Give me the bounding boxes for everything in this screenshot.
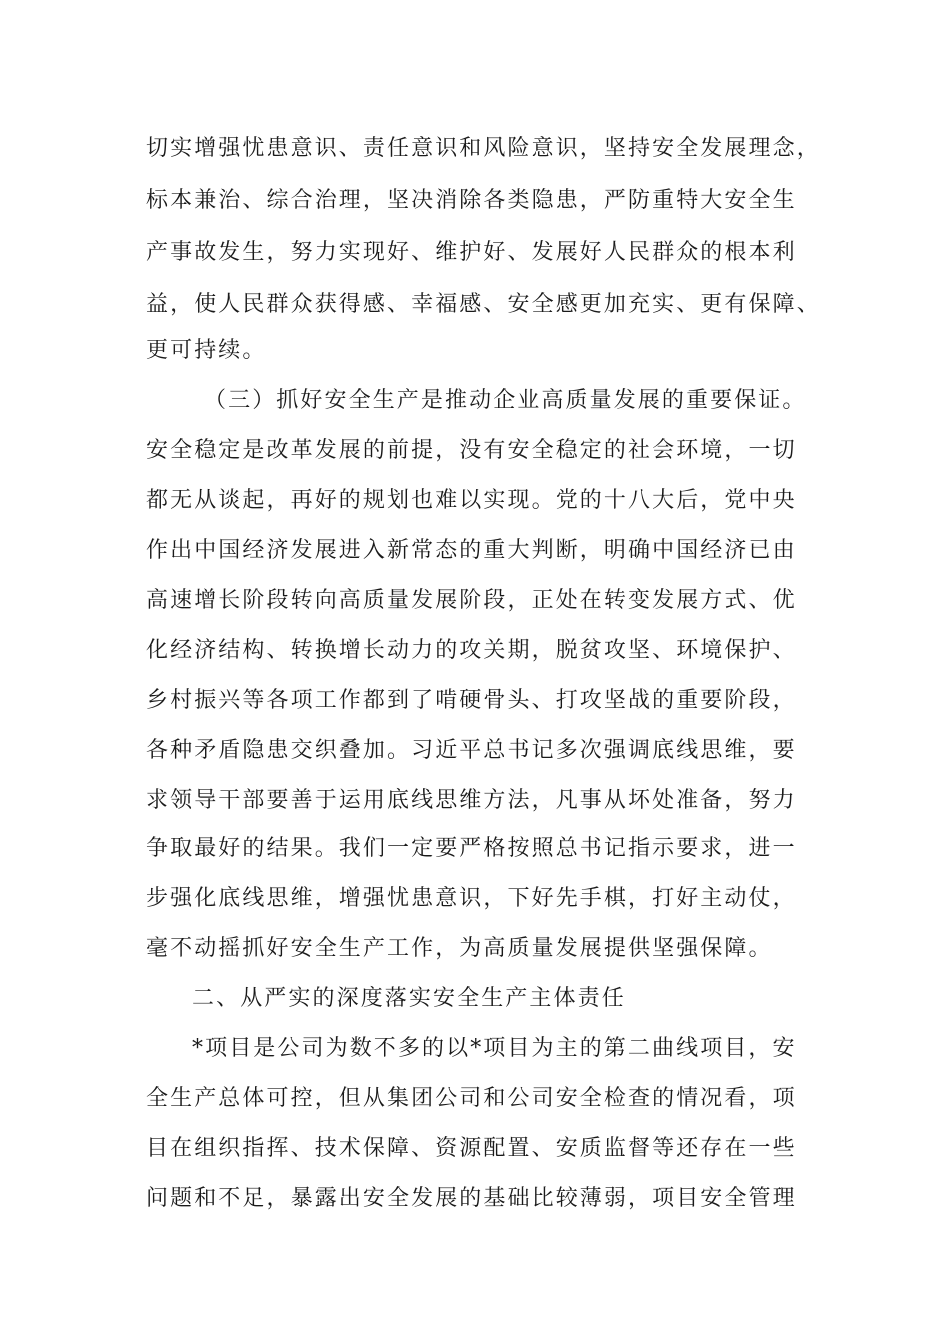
text-line: 切实增强忧患意识、责任意识和风险意识，坚持安全发展理念， bbox=[146, 136, 821, 161]
text-line: 安全稳定是改革发展的前提，没有安全稳定的社会环境，一切 bbox=[146, 438, 797, 463]
text-line: 求领导干部要善于运用底线思维方法，凡事从坏处准备，努力 bbox=[146, 788, 797, 813]
text-line: 高速增长阶段转向高质量发展阶段，正处在转变发展方式、优 bbox=[146, 588, 797, 613]
text-line: 化经济结构、转换增长动力的攻关期，脱贫攻坚、环境保护、 bbox=[146, 638, 797, 663]
text-line: 都无从谈起，再好的规划也难以实现。党的十八大后，党中央 bbox=[146, 488, 797, 513]
section-heading: 二、从严实的深度落实安全生产主体责任 bbox=[192, 986, 626, 1011]
text-line: 乡村振兴等各项工作都到了啃硬骨头、打攻坚战的重要阶段， bbox=[146, 688, 797, 713]
text-line: 益，使人民群众获得感、幸福感、安全感更加充实、更有保障、 bbox=[146, 292, 821, 317]
text-line: 目在组织指挥、技术保障、资源配置、安质监督等还存在一些 bbox=[146, 1136, 797, 1161]
text-line: 步强化底线思维，增强忧患意识，下好先手棋，打好主动仗， bbox=[146, 886, 797, 911]
text-line: 作出中国经济发展进入新常态的重大判断，明确中国经济已由 bbox=[146, 538, 797, 563]
text-line: 全生产总体可控，但从集团公司和公司安全检查的情况看，项 bbox=[146, 1086, 797, 1111]
text-line: 产事故发生，努力实现好、维护好、发展好人民群众的根本利 bbox=[146, 240, 797, 265]
text-line: 更可持续。 bbox=[146, 338, 267, 363]
text-line: *项目是公司为数不多的以*项目为主的第二曲线项目，安 bbox=[192, 1036, 797, 1061]
text-line: 标本兼治、综合治理，坚决消除各类隐患，严防重特大安全生 bbox=[146, 188, 797, 213]
section-heading: （三）抓好安全生产是推动企业高质量发展的重要保证。 bbox=[204, 388, 807, 413]
text-line: 各种矛盾隐患交织叠加。习近平总书记多次强调底线思维，要 bbox=[146, 738, 797, 763]
text-line: 问题和不足，暴露出安全发展的基础比较薄弱，项目安全管理 bbox=[146, 1186, 797, 1211]
text-line: 毫不动摇抓好安全生产工作，为高质量发展提供坚强保障。 bbox=[146, 936, 773, 961]
text-line: 争取最好的结果。我们一定要严格按照总书记指示要求，进一 bbox=[146, 836, 797, 861]
